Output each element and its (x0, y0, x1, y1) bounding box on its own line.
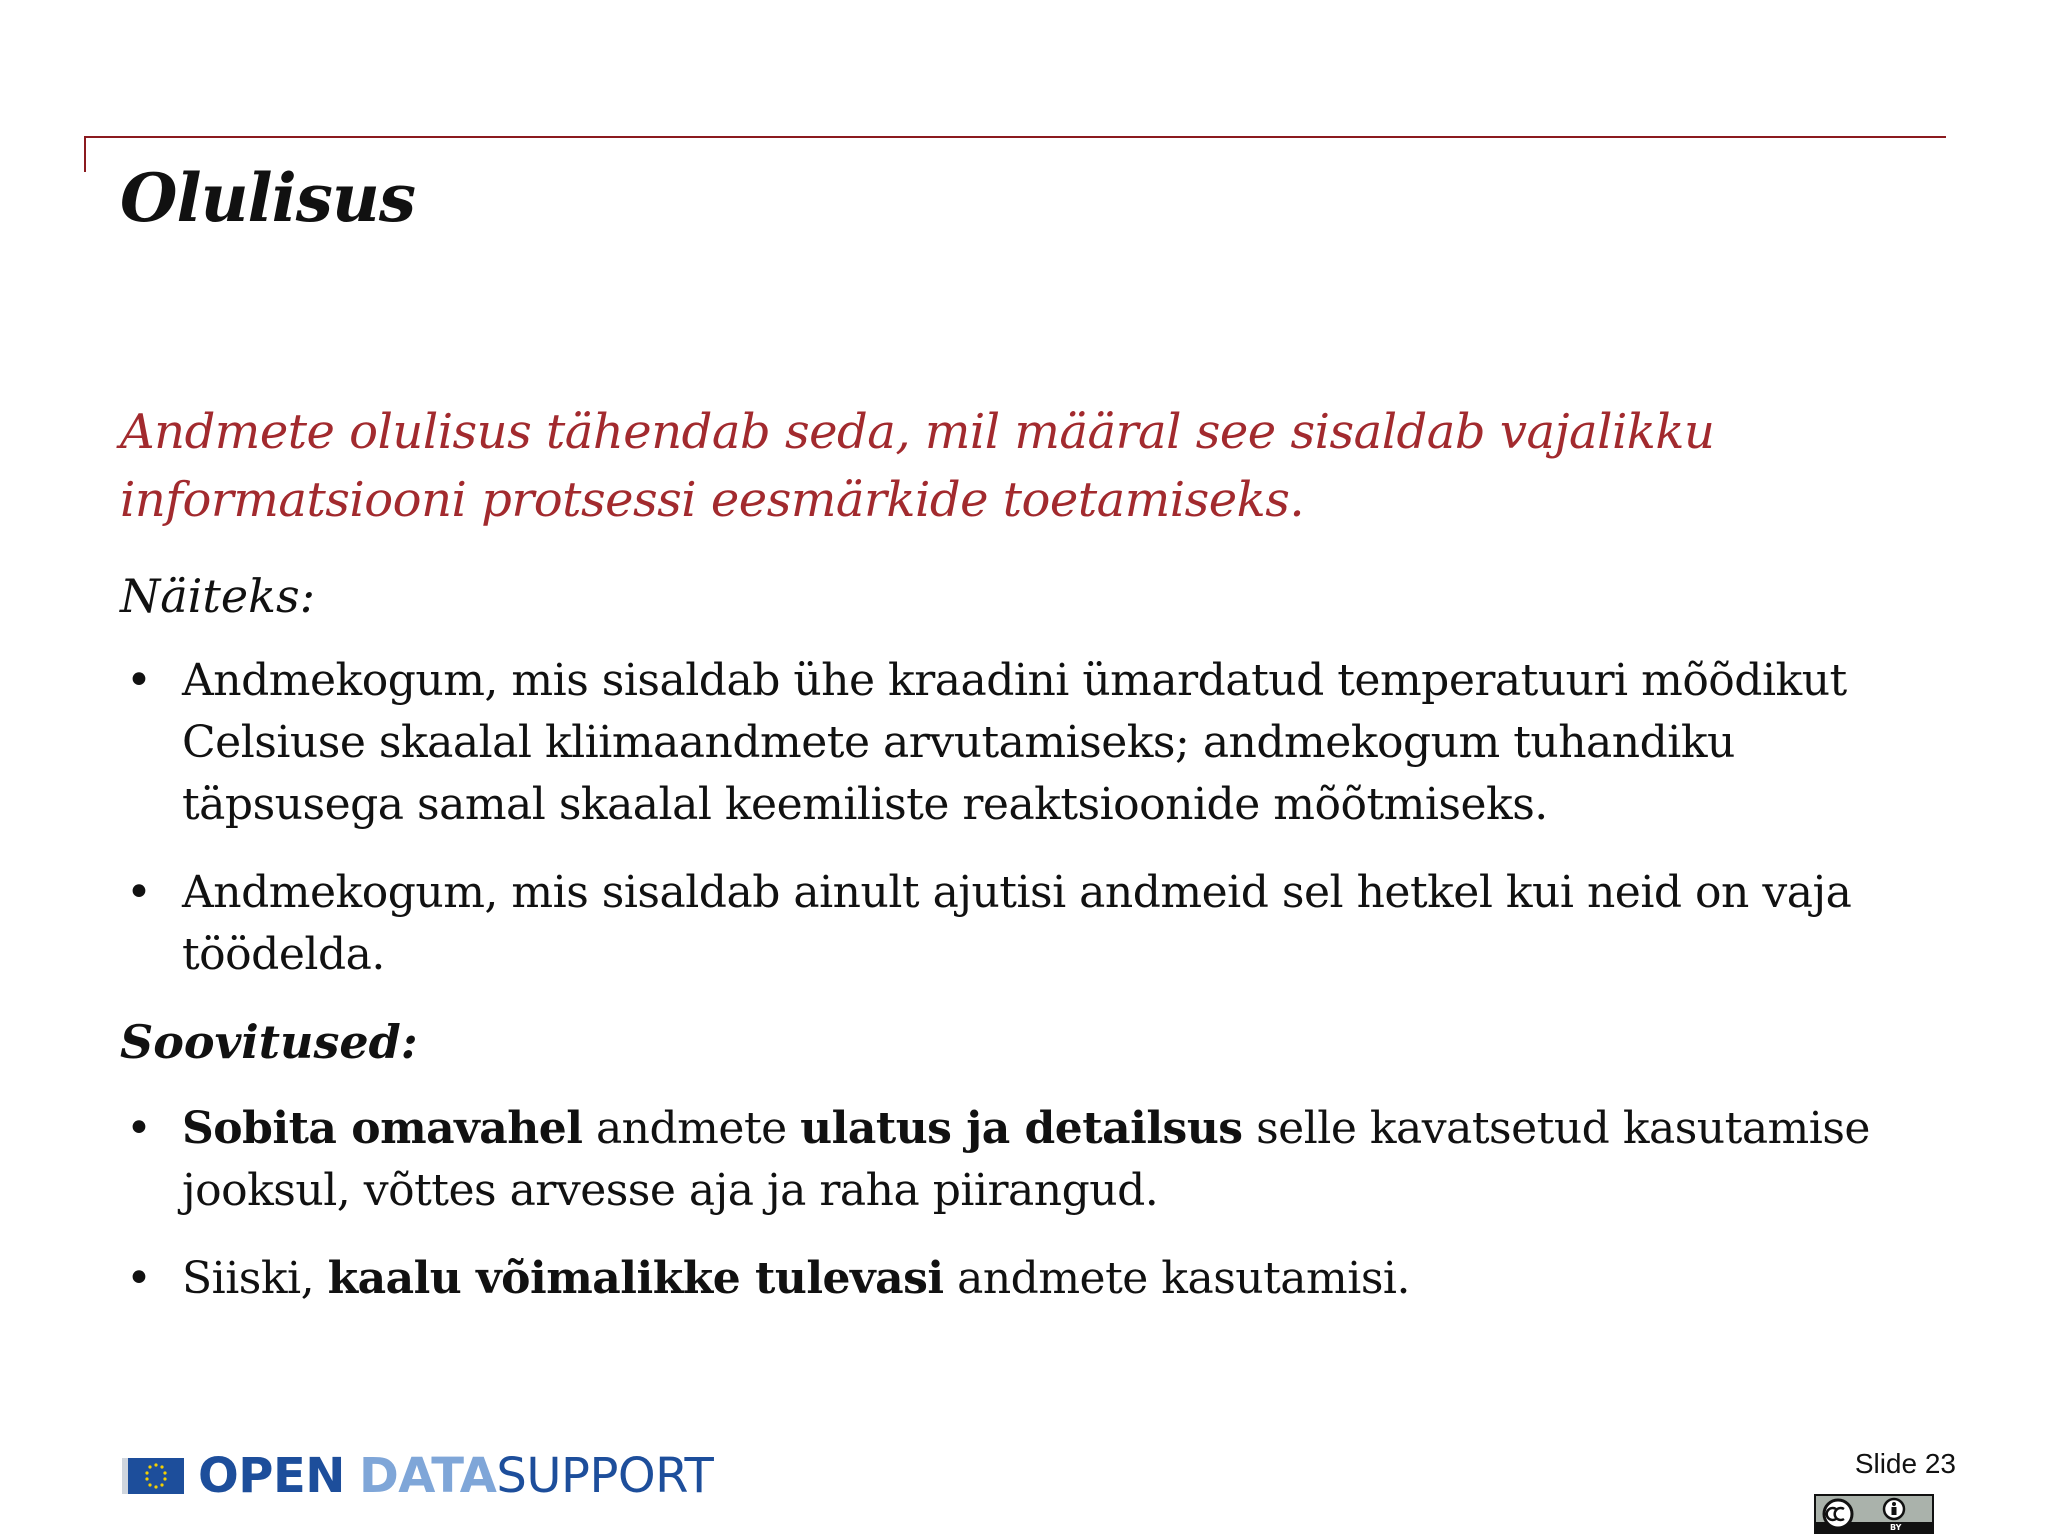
slide-number: Slide 23 (1854, 1448, 1956, 1479)
examples-label: Näiteks: (120, 569, 316, 623)
svg-text:BY: BY (1890, 1523, 1902, 1532)
list-item (120, 1248, 1950, 1310)
recommendations-list (120, 1098, 1950, 1310)
top-divider (84, 136, 1946, 138)
bullet-icon: • (126, 1253, 152, 1304)
emphasis-text: Sobita omavahel (182, 1103, 583, 1154)
open-data-support-logo (122, 1444, 713, 1508)
list-item (120, 862, 1950, 986)
bullet-icon: • (126, 867, 152, 918)
cc-by-icon (1814, 1494, 1934, 1534)
logo-support-text: SUPPORT (496, 1448, 714, 1504)
recommendation-text: andmete (582, 1103, 801, 1154)
bullet-icon: • (126, 1103, 152, 1154)
example-text: Andmekogum, mis sisaldab ühe kraadini ümardatud temperatuuri mõõdikut Celsiuse skaalal kliimaandmete arvutamiseks; andmekogum tuhandiku täpsusega samal skaalal keemiliste reaktsioonide mõõtmiseks. (182, 655, 1847, 830)
top-divider-tick (84, 136, 86, 172)
eu-flag-icon (122, 1458, 184, 1494)
recommendation-text: selle kavatsetud kasutamise jooksul, võttes arvesse aja ja raha piirangud. (182, 1103, 1870, 1216)
definition-text: Andmete olulisus tähendab seda, mil määral see sisaldab vajalikku informatsiooni protsessi eesmärkide toetamiseks. (120, 404, 1715, 528)
recommendations-label: Soovitused: (120, 1015, 418, 1069)
emphasis-text: ulatus ja detailsus (800, 1103, 1243, 1154)
list-item (120, 650, 1950, 836)
emphasis-text: kaalu võimalikke tulevasi (327, 1253, 944, 1304)
example-text: Andmekogum, mis sisaldab ainult ajutisi andmeid sel hetkel kui neid on vaja töödelda. (182, 867, 1852, 980)
recommendation-text: andmete kasutamisi. (943, 1253, 1410, 1304)
bullet-icon: • (126, 655, 152, 706)
list-item (120, 1098, 1950, 1222)
examples-list (120, 650, 1950, 986)
slide-title: Olulisus (120, 159, 415, 237)
logo-data-text: DATA (358, 1448, 497, 1504)
logo-open-text: OPEN (198, 1448, 345, 1504)
recommendation-text: Siiski, (182, 1253, 328, 1304)
